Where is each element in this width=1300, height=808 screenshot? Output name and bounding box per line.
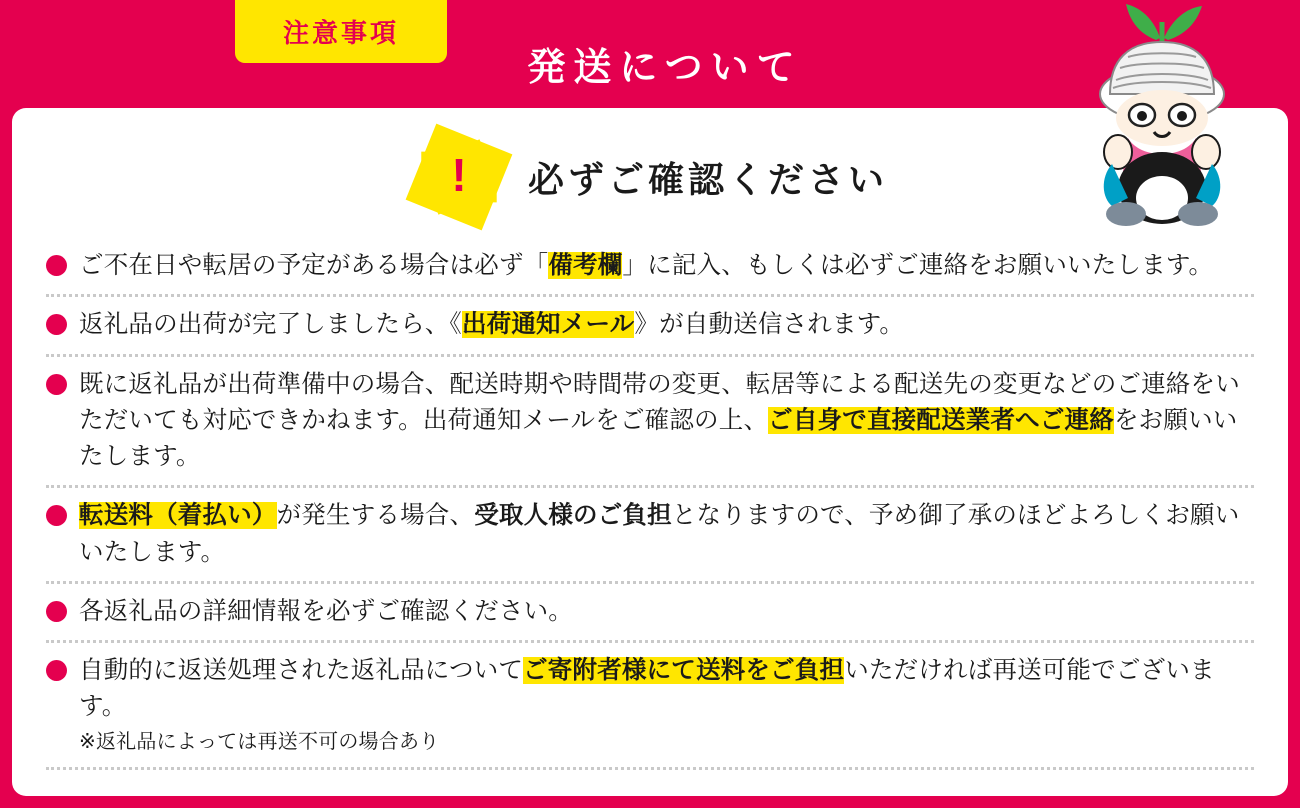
notice-row bbox=[46, 297, 1254, 356]
notice-row bbox=[46, 488, 1254, 584]
mascot-character-icon bbox=[1076, 2, 1246, 234]
highlighted-text: 備考欄 bbox=[548, 252, 623, 279]
attention-badge-label: 注意事項 bbox=[282, 18, 399, 48]
plain-text: いただければ再送可能でございます。 bbox=[79, 657, 1215, 721]
plain-text: 既に返礼品が出荷準備中の場合、配送時期や時間帯の変更、転居等による配送先の変更などのご連絡をいただいても対応できかねます。出荷通知メールをご確認の上、 bbox=[79, 370, 1240, 434]
notice-row-inner bbox=[46, 498, 1254, 571]
plain-text: をお願いいたします。 bbox=[79, 406, 1238, 470]
plain-text: 返礼品の出荷が完了しましたら、《 bbox=[79, 311, 462, 339]
notice-row bbox=[46, 357, 1254, 489]
plain-text: 自動的に返送処理された返礼品について bbox=[79, 657, 524, 684]
highlighted-text: 転送料（着払い） bbox=[79, 502, 277, 530]
highlighted-text: 出荷通知メール bbox=[461, 311, 635, 339]
plain-text: 」に記入、もしくは必ずご連絡をお願いいたします。 bbox=[622, 252, 1214, 279]
bullet-dot-icon bbox=[46, 601, 67, 622]
plain-text: が発生する場合、 bbox=[276, 502, 475, 530]
notice-row bbox=[46, 643, 1254, 770]
highlighted-text: ご自身で直接配送業者へご連絡 bbox=[768, 406, 1114, 434]
notice-text bbox=[79, 594, 573, 630]
exclamation-starburst-icon bbox=[412, 130, 506, 224]
plain-text: 》が自動送信されます。 bbox=[634, 311, 905, 339]
bold-text: 受取人様のご負担 bbox=[474, 502, 672, 530]
notice-row-inner bbox=[46, 594, 1254, 630]
exclamation-mark: ! bbox=[451, 149, 467, 201]
notice-text bbox=[79, 653, 1254, 757]
bullet-dot-icon bbox=[46, 255, 67, 276]
notice-list bbox=[46, 238, 1254, 770]
highlighted-text: ご寄附者様にて送料をご負担 bbox=[523, 657, 845, 684]
notice-row-inner bbox=[46, 248, 1254, 284]
attention-heading-text: 必ずご確認ください bbox=[527, 158, 888, 200]
notice-row bbox=[46, 238, 1254, 297]
notice-text bbox=[79, 367, 1254, 476]
page-title: 発送について bbox=[527, 47, 803, 89]
notice-text bbox=[79, 248, 1213, 284]
notice-row-inner bbox=[46, 653, 1254, 757]
notice-row bbox=[46, 584, 1254, 643]
plain-text: 各返礼品の詳細情報を必ずご確認ください。 bbox=[79, 597, 573, 625]
bullet-dot-icon bbox=[46, 314, 67, 335]
notice-row-inner bbox=[46, 367, 1254, 476]
notice-subnote: ※返礼品によっては再送不可の場合あり bbox=[79, 730, 440, 753]
plain-text: ご不在日や転居の予定がある場合は必ず「 bbox=[79, 252, 549, 279]
notice-text bbox=[79, 498, 1254, 571]
bullet-dot-icon bbox=[46, 374, 67, 395]
notice-row-inner bbox=[46, 307, 1254, 343]
bullet-dot-icon bbox=[46, 505, 67, 526]
notice-text bbox=[79, 307, 904, 343]
bullet-dot-icon bbox=[46, 660, 67, 681]
plain-text: となりますので、予め御了承のほどよろしくお願いいたします。 bbox=[79, 502, 1240, 566]
